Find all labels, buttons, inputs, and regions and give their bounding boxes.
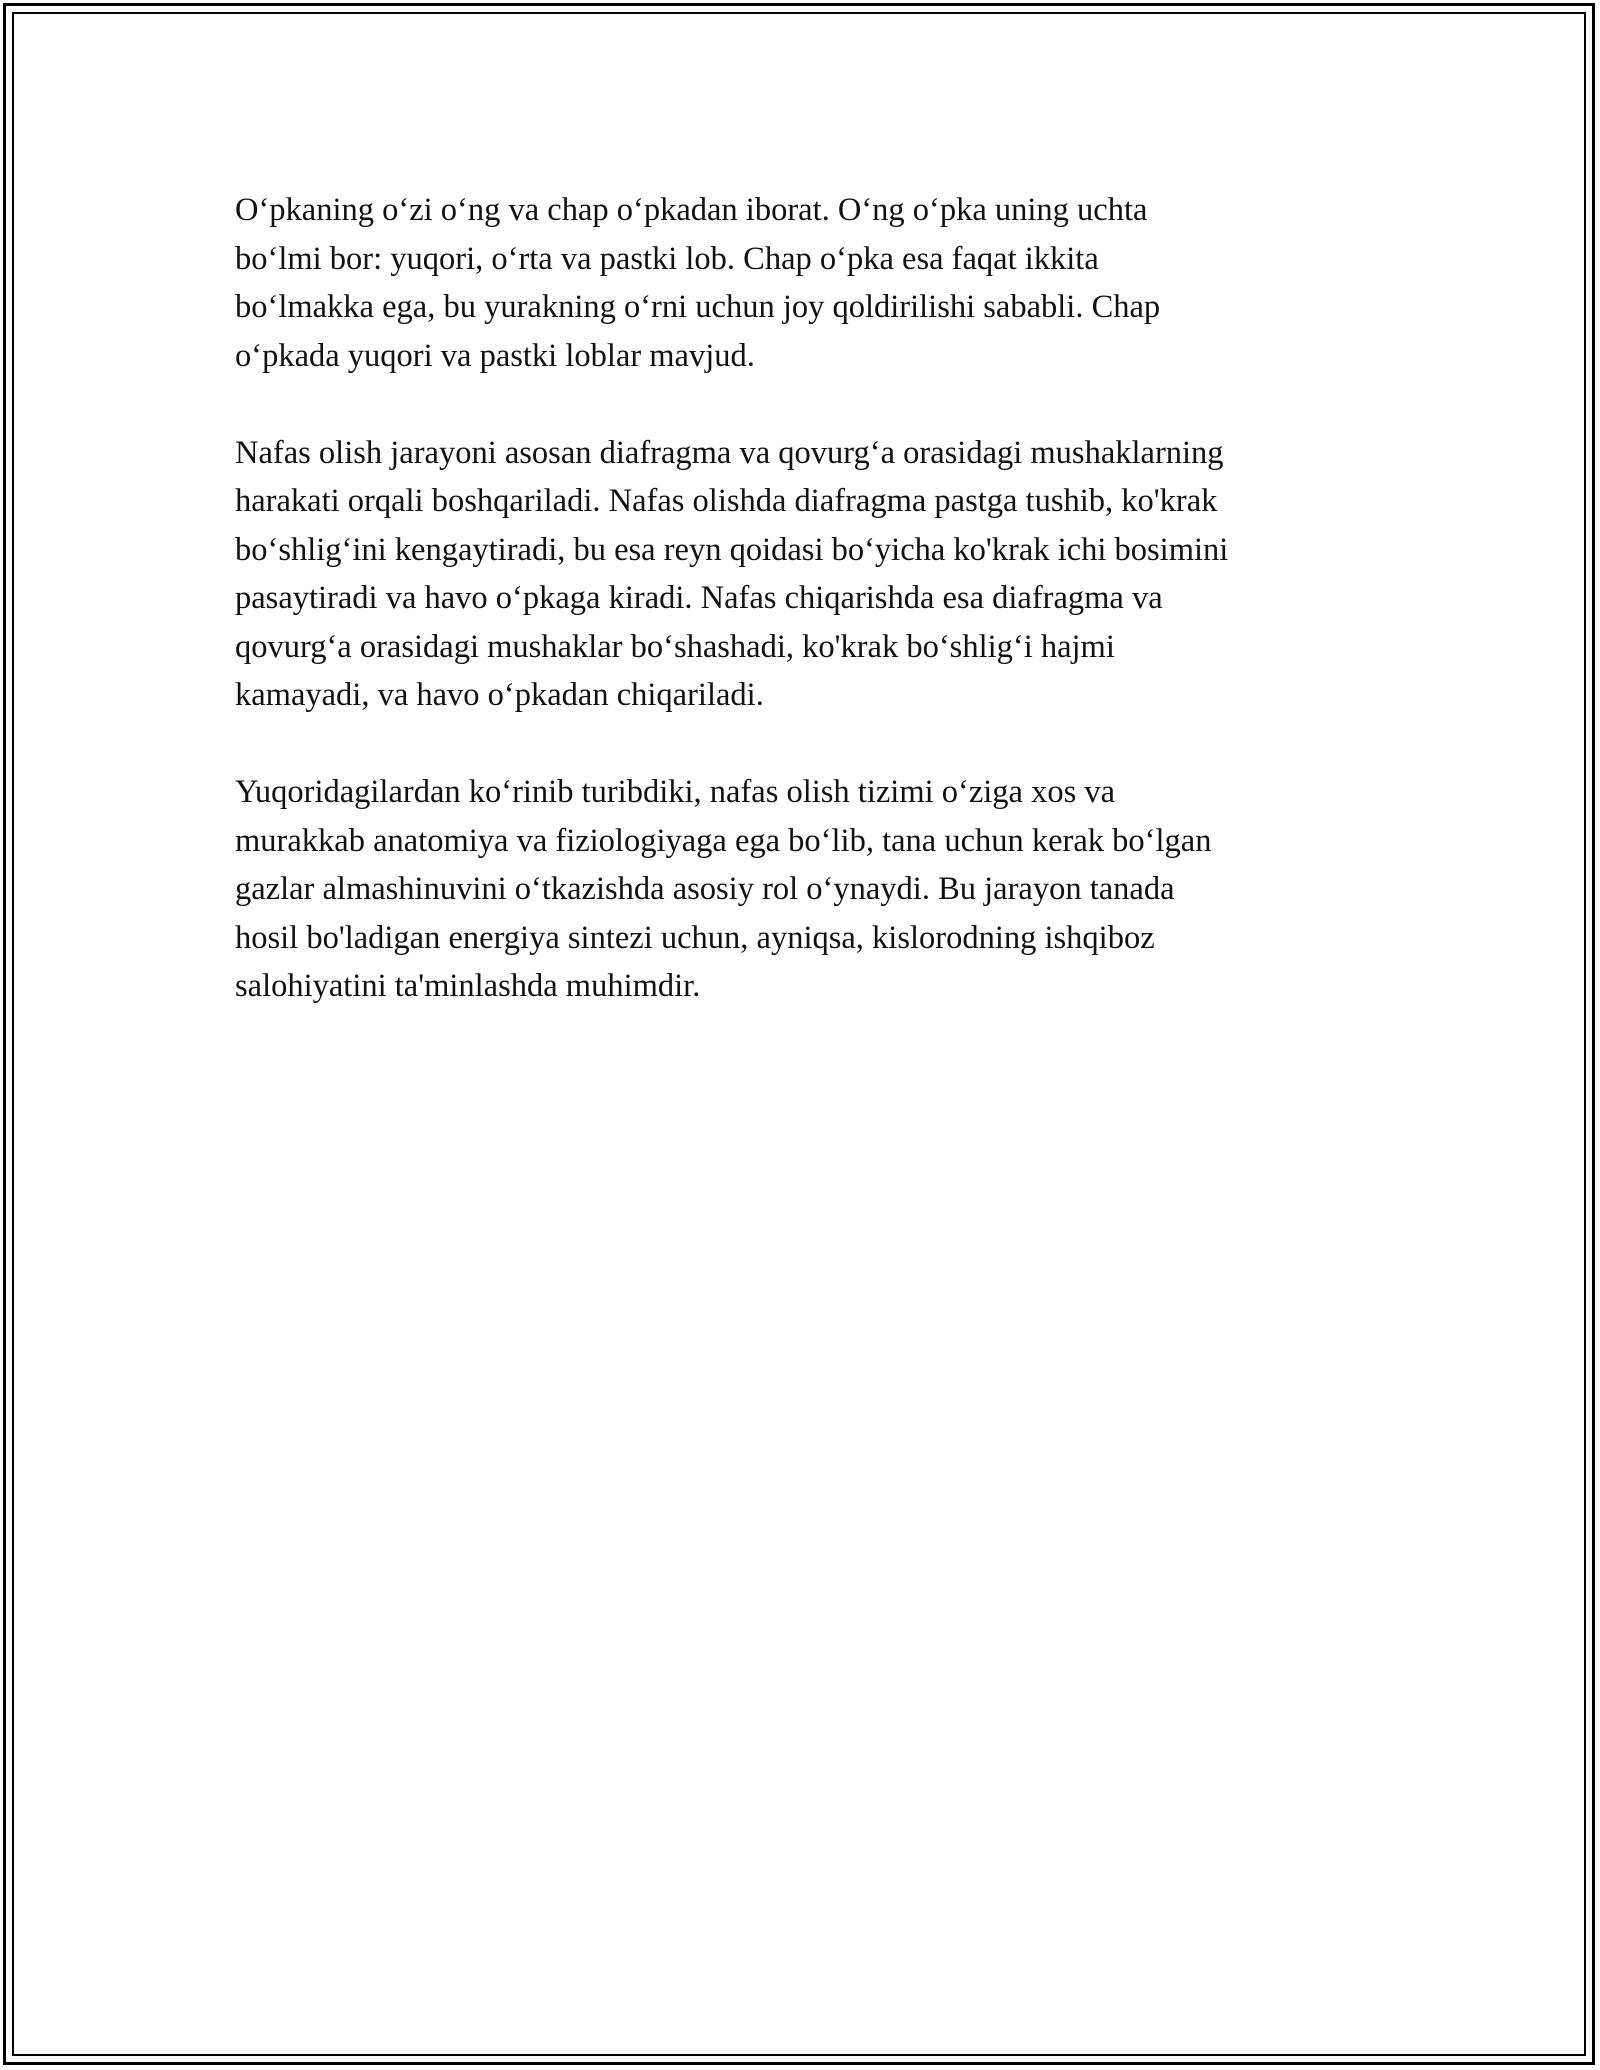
text-line: Nafas olish jarayoni asosan diafragma va qovurg‘a orasidagi mushaklarning bbox=[235, 434, 1224, 471]
text-line: qovurg‘a orasidagi mushaklar bo‘shashadi, ko'krak bo‘shlig‘i hajmi bbox=[235, 628, 1115, 665]
text-line: O‘pkaning o‘zi o‘ng va chap o‘pkadan iborat. O‘ng o‘pka uning uchta bbox=[235, 192, 1148, 228]
text-line: gazlar almashinuvini o‘tkazishda asosiy rol o‘ynaydi. Bu jarayon tanada bbox=[235, 871, 1175, 907]
text-line: bo‘lmakka ega, bu yurakning o‘rni uchun joy qoldirilishi sababli. Chap bbox=[235, 289, 1161, 325]
text-line: pasaytiradi va havo o‘pkaga kiradi. Nafas chiqarishda esa diafragma va bbox=[235, 580, 1163, 616]
paragraph-lungs bbox=[235, 186, 1365, 380]
document-body bbox=[235, 186, 1365, 1059]
text-line: salohiyatini ta'minlashda muhimdir. bbox=[235, 968, 701, 1004]
text-line: kamayadi, va havo o‘pkadan chiqariladi. bbox=[235, 677, 764, 713]
text-line: hosil bo'ladigan energiya sintezi uchun, ayniqsa, kislorodning ishqiboz bbox=[235, 919, 1155, 956]
text-line: harakati orqali boshqariladi. Nafas olishda diafragma pastga tushib, ko'krak bbox=[235, 483, 1218, 519]
text-line: bo‘lmi bor: yuqori, o‘rta va pastki lob. Chap o‘pka esa faqat ikkita bbox=[235, 240, 1099, 277]
text-line: o‘pkada yuqori va pastki loblar mavjud. bbox=[235, 337, 755, 374]
text-line: bo‘shlig‘ini kengaytiradi, bu esa reyn qoidasi bo‘yicha ko'krak ichi bosimini bbox=[235, 531, 1229, 568]
text-line: Yuqoridagilardan ko‘rinib turibdiki, nafas olish tizimi o‘ziga xos va bbox=[235, 774, 1116, 810]
paragraph-breathing-process bbox=[235, 429, 1365, 720]
paragraph-conclusion bbox=[235, 768, 1365, 1011]
text-line: murakkab anatomiya va fiziologiyaga ega bo‘lib, tana uchun kerak bo‘lgan bbox=[235, 822, 1212, 859]
